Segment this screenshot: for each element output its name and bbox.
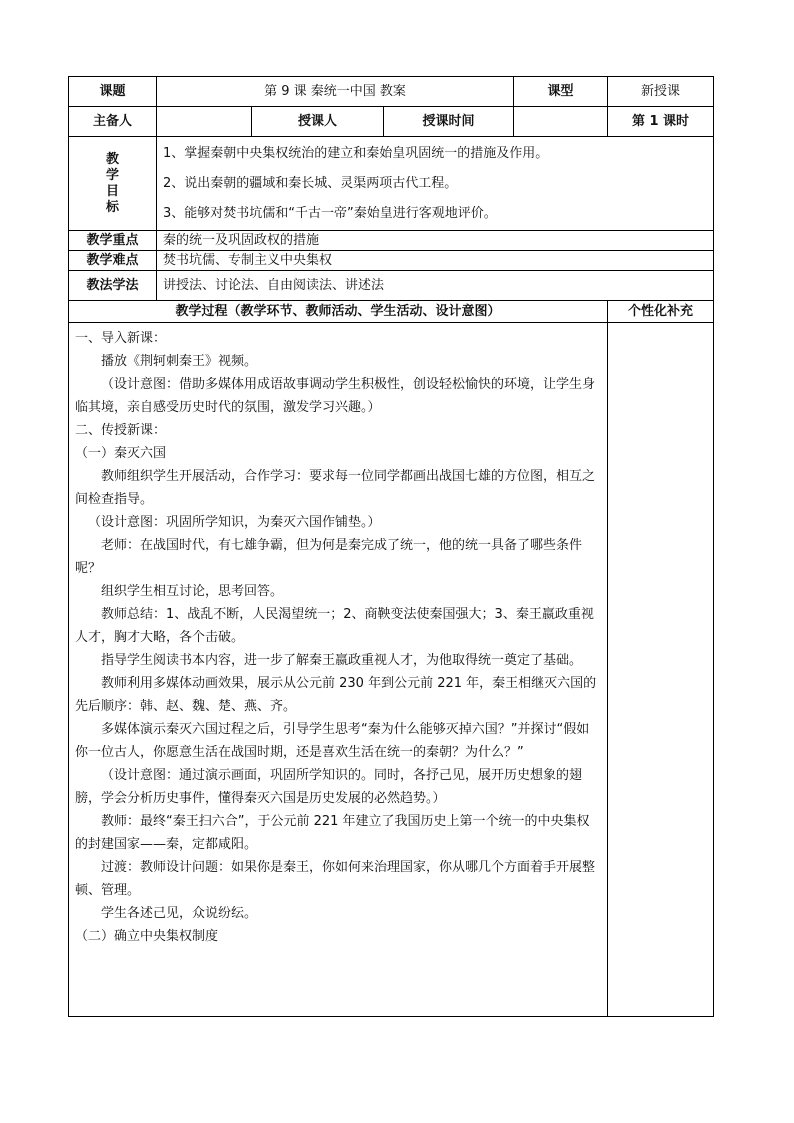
teacher-label: 授课人: [252, 107, 384, 137]
objectives-label: [69, 137, 157, 231]
section-heading: 二、传授新课：: [75, 423, 167, 438]
process-paragraph: 组织学生相互讨论，思考回答。: [101, 584, 284, 599]
process-paragraph: 教师组织学生开展活动，合作学习：要求每一位同学都画出战国七雄的方位图，相互之间检查指导。: [75, 469, 596, 507]
objectives-content: [157, 137, 714, 231]
topic-label: 课题: [69, 77, 157, 107]
type-label: 课型: [514, 77, 608, 107]
row-key-points: [69, 231, 714, 251]
process-paragraph: 多媒体演示秦灭六国过程之后，引导学生思考“秦为什么能够灭掉六国？”并探讨“假如你一位古人，你愿意生活在战国时期，还是喜欢生活在统一的秦朝？为什么？”: [75, 722, 590, 760]
section-heading: 一、导入新课：: [75, 331, 167, 346]
objective-item: 3、能够对焚书坑儒和“千古一帝”秦始皇进行客观地评价。: [163, 205, 497, 221]
objectives-label-char: 学: [105, 167, 119, 183]
time-label: 授课时间: [384, 107, 514, 137]
process-header-title: 教学过程（教学环节、教师活动、学生活动、设计意图）: [69, 301, 608, 323]
process-paragraph: 教师：最终“秦王扫六合”，于公元前 221 年建立了我国历史上第一个统一的中央集权的封建国家——秦，定都咸阳。: [75, 814, 590, 852]
objectives-label-char: 教: [105, 151, 119, 167]
design-intent-paragraph: （设计意图：巩固所学知识，为秦灭六国作铺垫。）: [88, 515, 381, 530]
process-paragraph: 过渡：教师设计问题：如果你是秦王，你如何来治理国家，你从哪几个方面着手开展整顿、管理。: [75, 860, 596, 898]
lesson-plan-table: [68, 76, 714, 1017]
process-content: [69, 323, 608, 1017]
process-paragraph: 播放《荆轲刺秦王》视频。: [101, 354, 258, 369]
row-process-header: [69, 301, 714, 323]
design-intent-paragraph: （设计意图：借助多媒体用成语故事调动学生积极性，创设轻松愉快的环境，让学生身临其境，亲自感受历史时代的氛围，激发学习兴趣。）: [75, 377, 596, 415]
row-objectives: [69, 137, 714, 231]
type-value: 新授课: [608, 77, 714, 107]
difficulties-value: 焚书坑儒、专制主义中央集权: [157, 251, 714, 271]
row-methods: [69, 271, 714, 301]
time-value: [514, 107, 608, 137]
key-points-label: 教学重点: [69, 231, 157, 251]
process-paragraph: 学生各述己见，众说纷纭。: [101, 906, 258, 921]
row-topic: [69, 77, 714, 107]
objectives-label-char: 标: [105, 199, 119, 215]
period-value: 第 1 课时: [608, 107, 714, 137]
objective-item: 2、说出秦朝的疆域和秦长城、灵渠两项古代工程。: [163, 175, 458, 191]
row-staff: [69, 107, 714, 137]
process-paragraph: 老师：在战国时代，有七雄争霸，但为何是秦完成了统一，他的统一具备了哪些条件呢？: [75, 538, 583, 576]
process-paragraph: 教师总结：1、战乱不断，人民渴望统一；2、商鞅变法使秦国强大；3、秦王嬴政重视人才，胸才大略，各个击破。: [75, 607, 594, 645]
methods-value: 讲授法、讨论法、自由阅读法、讲述法: [157, 271, 714, 301]
key-points-value: 秦的统一及巩固政权的措施: [157, 231, 714, 251]
topic-value: 第 9 课 秦统一中国 教案: [157, 77, 514, 107]
preparer-label: 主备人: [69, 107, 157, 137]
row-difficulties: [69, 251, 714, 271]
design-intent-paragraph: （设计意图：通过演示画面，巩固所学知识的。同时，各抒己见，展开历史想象的翅膀，学会分析历史事件，懂得秦灭六国是历史发展的必然趋势。）: [75, 768, 583, 806]
objective-item: 1、掌握秦朝中央集权统治的建立和秦始皇巩固统一的措施及作用。: [163, 145, 549, 161]
process-paragraph: 教师利用多媒体动画效果，展示从公元前 230 年到公元前 221 年，秦王相继灭六国的先后顺序：韩、赵、魏、楚、燕、齐。: [75, 676, 597, 714]
row-process: [69, 323, 714, 1017]
supplement-header: 个性化补充: [608, 301, 714, 323]
subsection-heading: （二）确立中央集权制度: [75, 929, 219, 944]
subsection-heading: （一）秦灭六国: [75, 446, 167, 461]
supplement-content: [608, 323, 714, 1017]
methods-label: 教法学法: [69, 271, 157, 301]
preparer-value: [157, 107, 252, 137]
objectives-label-char: 目: [105, 183, 119, 199]
difficulties-label: 教学难点: [69, 251, 157, 271]
process-paragraph: 指导学生阅读书本内容，进一步了解秦王嬴政重视人才，为他取得统一奠定了基础。: [101, 653, 583, 668]
